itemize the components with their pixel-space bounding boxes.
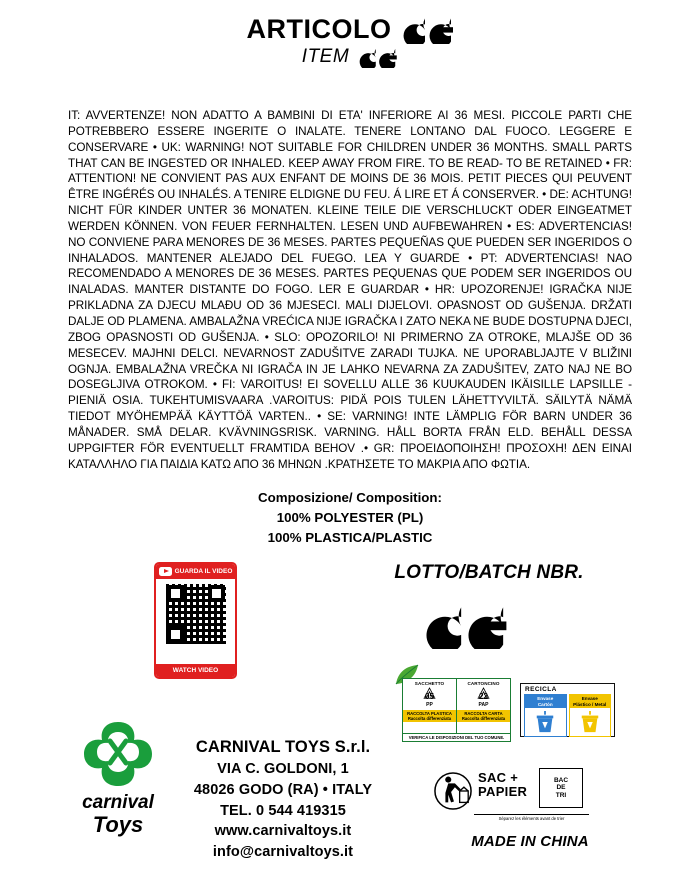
lotto-batch-title: LOTTO/BATCH NBR. [394,562,584,583]
recicla-card-plastico [569,694,612,737]
composition-title: Composizione/ Composition: [258,490,442,505]
sac-papier-label [478,771,527,798]
recycling-col-cartoncino [456,679,510,733]
made-in-label: MADE IN CHINA [471,833,589,850]
recycling-bin-yellow-icon [579,710,601,734]
ce-mark-large-icon [424,603,508,654]
composition-line-polyester: 100% POLYESTER (PL) [276,509,424,525]
qr-eye-top-right [208,585,225,602]
company-address-line1: VIA C. GOLDONI, 1 [217,761,349,778]
svg-text:carnival: carnival [82,792,154,813]
video-badge-top-label-row [156,564,235,579]
company-address-line2: 48026 GODO (RA) • ITALY [193,782,373,798]
recicla-plastico-l2: Plástico / Metal [573,701,607,707]
recicla-carton-l1: Envase [537,696,554,701]
qr-eye-bottom-left [167,626,184,643]
ce-mark-icon-small [358,47,398,68]
header [0,0,700,68]
sacchetto-title: SACCHETTO [414,680,445,686]
spanish-recycling-box [520,683,615,737]
carnival-toys-logo [72,716,164,844]
company-name: CARNIVAL TOYS S.r.l. [195,738,371,756]
cartoncino-band: RACCOLTA CARTA Raccolta differenziata [457,710,510,722]
youtube-play-icon [159,567,172,576]
composition-block [0,488,700,548]
header-articolo-row [0,14,700,45]
item-label: ITEM [301,46,350,67]
recicla-carton-l2: Cartón [537,701,553,707]
bac-line3: TRI [555,791,567,799]
cartoncino-material: PAP [478,701,489,708]
bac-line1: BAC [553,776,569,784]
watch-video-qr-badge[interactable] [154,562,237,679]
recicla-plastico-l1: Envase [581,696,598,701]
svg-text:Toys: Toys [92,812,144,837]
recicla-title: RECICLA [525,686,557,693]
composition-line-plastic: 100% PLASTICA/PLASTIC [267,529,433,545]
qr-code-icon[interactable] [166,584,226,644]
bac-de-tri-box [539,768,583,808]
page-title: ARTICOLO [246,14,392,44]
sacchetto-code: 05 [425,691,434,701]
video-badge-top-label: GUARDA IL VIDEO [174,567,233,575]
company-website[interactable]: www.carnivaltoys.it [214,823,352,840]
recycling-footer-note: VERIFICA LE DISPOSIZIONI DEL TUO COMUNE. [403,733,510,741]
sac-line2: PAPIER [478,783,528,799]
recycling-bin-blue-icon [534,710,556,734]
company-telephone: TEL. 0 544 419315 [220,802,346,819]
sac-line1: SAC + [478,770,519,785]
italian-recycling-box [402,678,511,742]
sac-papier-footnote: Séparez les éléments avant de trier [474,814,589,821]
multilingual-warnings-text: IT: AVVERTENZE! NON ADATTO A BAMBINI DI ETA' INFERIORE AI 36 MESI. PICCOLE PARTI CHE POTREBBERO ESSERE INGERITE O INALATE. TENERE LONTANO DAL FUOCO. LEGGERE E CONSERVARE • UK: WARNING! NOT SUITABLE FOR CHILDREN UNDER 36 MONTHS. SMALL PARTS THAT CAN BE INGESTED OR INHALED. KEEP AWAY FROM FIRE. TO BE READ- TO BE RETAINED • FR: ATTENTION! NE CONVIENT PAS AUX ENFANT DE MOINS DE 36 MOIS. PETIT PIECES QUI PEUVENT ÊTRE INGÉRÉS OU INHALÉS. A TENIRE ELDIGNE DU FEU. Á LIRE ET Á CONSERVER. • DE: ACHTUNG! NICHT FÜR KINDER UNTER 36 MONATEN. KLEINE TEILE DIE VERSCHLUCKT ODER EINGEATMET WERDEN KÖNNEN. VON FEUER FERNHALTEN. LESEN UND AUFBEWAHREN • ES: ADVERTENCIAS! NO CONVIENE PARA MENORES DE 36 MESES. PARTES PEQUEÑAS QUE PUEDEN SER INGERIDOS O INHALADOS. MANTENER ALEJADO DEL FUEGO. LEA Y GUARDE • PT: ADVERTENCIAS! NAO RECOMENDADO A MENORES DE 36 MESES. PARTES PEQUENAS QUE PODEM SER INGERIDOS OU INALADAS. MANTER DISTANTE DO FOGO. LER E GUARDAR • HR: UPOZORENJE! IGRAČKA NIJE PRIKLADNA ZA DJECU MLAĐU OD 36 MJESECI. MALI DIJELOVI. OPASNOST OD GUŠENJA. DRŽATI DALJE OD PLAMENA. AMBALAŽNA VREĆICA NIJE IGRAČKA I ZATO NEKA NE BUDE DOSTUPNA DJECI, ZBOG OPASNOSTI OD GUŠENJA. • SLO: OPOZORILO! NI PRIMERNO ZA OTROKE, MLAJŠE OD 36 MESECEV. MAJHNI DELCI. NEVARNOST ZADUŠITVE ZARADI TUJKA. NE UPORABLJAJTE V BLIŽINI OGNJA. EMBALAŽNA VREČKA NI IGRAČA IN JE LAHKO NEVARNA ZA ZADUŠITEV, ZATO NAJ NE BO DOSEGLJIVA OTROKOM. • FI: VAROITUS! EI SOVELLU ALLE 36 KUUKAUDEN IKÄISILLE LAPSILLE - PIENIÄ OSIA. TUKEHTUMISVAARA .VAROITUS: PIDÄ POIS TULEN LÄHETTYVILTÄ. SÄILYTÄ NÄMÄ TIEDOT MYÖHEMPÄÄ KÄYTTÖÄ VARTEN.. • SE: VARNING! INTE LÄMPLIG FÖR BARN UNDER 36 MÅNADER. SMÅ DELAR. KVÄVNINGSRISK. VARNING. HÅLL BORTA FRÅN ELD. BEHÅLL DESSA UPPGIFTER FÖR EVENTUELLT FRAMTIDA BEHOV .• GR: ΠΡΟΕΙΔΟΠΟΙΗΣΗ! ΠΡΟΣΟΧΗ! ΔΕΝ ΕΙΝΑΙ ΚΑΤΑΛΛΗΛΟ ΓΙΑ ΠΑΙΔΙΑ ΚΑΤΩ ΑΠΟ 36 ΜΗΝΩΝ .ΚΡΑΤΗΣΕΤΕ ΤΟ ΜΑΚΡΙΑ ΑΠΟ ΦΩΤΙΑ. [68,109,632,471]
qr-eye-top-left [167,585,184,602]
ce-mark-icon [402,16,454,44]
sacchetto-material: PP [426,701,433,708]
company-email[interactable]: info@carnivaltoys.it [212,843,354,860]
tidyman-icon [434,770,472,812]
video-badge-bottom-label: WATCH VIDEO [156,664,235,677]
cartoncino-title: CARTONCINO [467,680,500,686]
bac-line2: DE [556,784,566,792]
header-item-row [0,46,700,68]
company-details [168,736,398,862]
recycling-col-sacchetto [403,679,456,733]
sacchetto-band: RACCOLTA PLASTICA Raccolta differenziata [403,710,456,722]
cartoncino-code: 22 [479,691,488,701]
recicla-card-carton [524,694,567,737]
